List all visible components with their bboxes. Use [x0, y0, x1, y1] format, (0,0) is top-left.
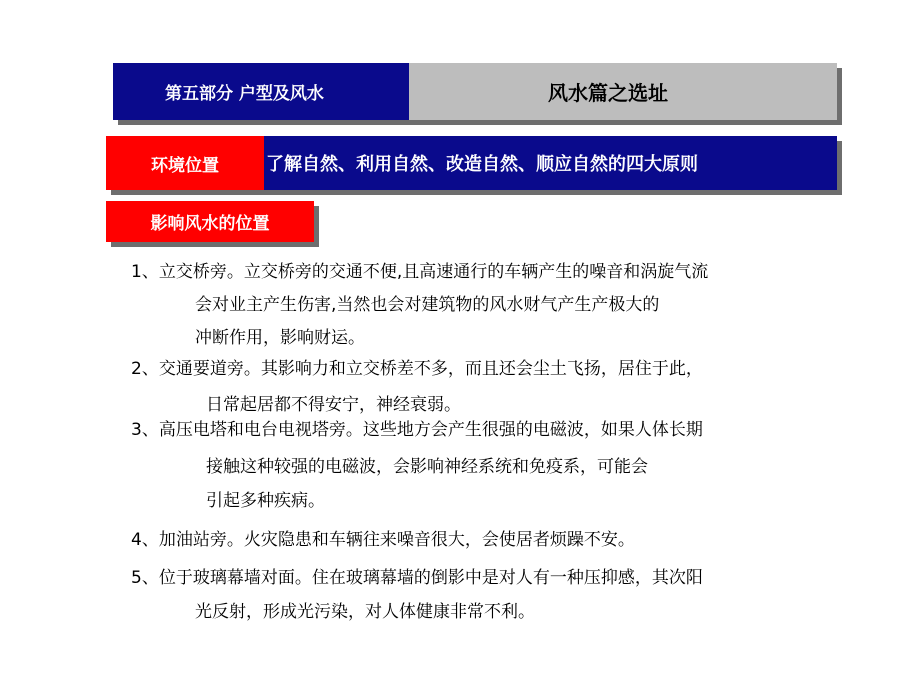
list-item: 4、加油站旁。火灾隐患和车辆往来噪音很大，会使居者烦躁不安。: [131, 530, 635, 550]
influence-label-text: 影响风水的位置: [150, 214, 270, 234]
list-item: 2、交通要道旁。其影响力和立交桥差不多，而且还会尘土飞扬，居住于此，: [131, 359, 703, 379]
environment-principle-text: 了解自然、利用自然、改造自然、顺应自然的四大原则: [266, 154, 698, 175]
influence-label: [106, 201, 314, 242]
page-title: [409, 63, 837, 120]
list-item-continuation: 日常起居都不得安宁，神经衰弱。: [206, 395, 461, 415]
section-label-text: 第五部分 户型及风水: [165, 84, 324, 104]
list-item-continuation: 会对业主产生伤害,当然也会对建筑物的风水财气产生产极大的: [195, 295, 660, 315]
page-title-text: 风水篇之选址: [548, 81, 668, 105]
environment-label-text: 环境位置: [151, 155, 219, 176]
list-item: 5、位于玻璃幕墙对面。住在玻璃幕墙的倒影中是对人有一种压抑感，其次阳: [131, 568, 703, 588]
list-item: 3、高压电塔和电台电视塔旁。这些地方会产生很强的电磁波，如果人体长期: [131, 420, 703, 440]
environment-label: [106, 136, 264, 190]
list-item-continuation: 引起多种疾病。: [206, 491, 325, 511]
environment-principle: [264, 136, 837, 190]
list-item-continuation: 接触这种较强的电磁波，会影响神经系统和免疫系，可能会: [206, 457, 648, 477]
section-label: [113, 63, 409, 120]
list-item-continuation: 冲断作用，影响财运。: [195, 328, 365, 348]
list-item: 1、立交桥旁。立交桥旁的交通不便,且高速通行的车辆产生的噪音和涡旋气流: [131, 262, 709, 282]
list-item-continuation: 光反射，形成光污染，对人体健康非常不利。: [195, 602, 535, 622]
